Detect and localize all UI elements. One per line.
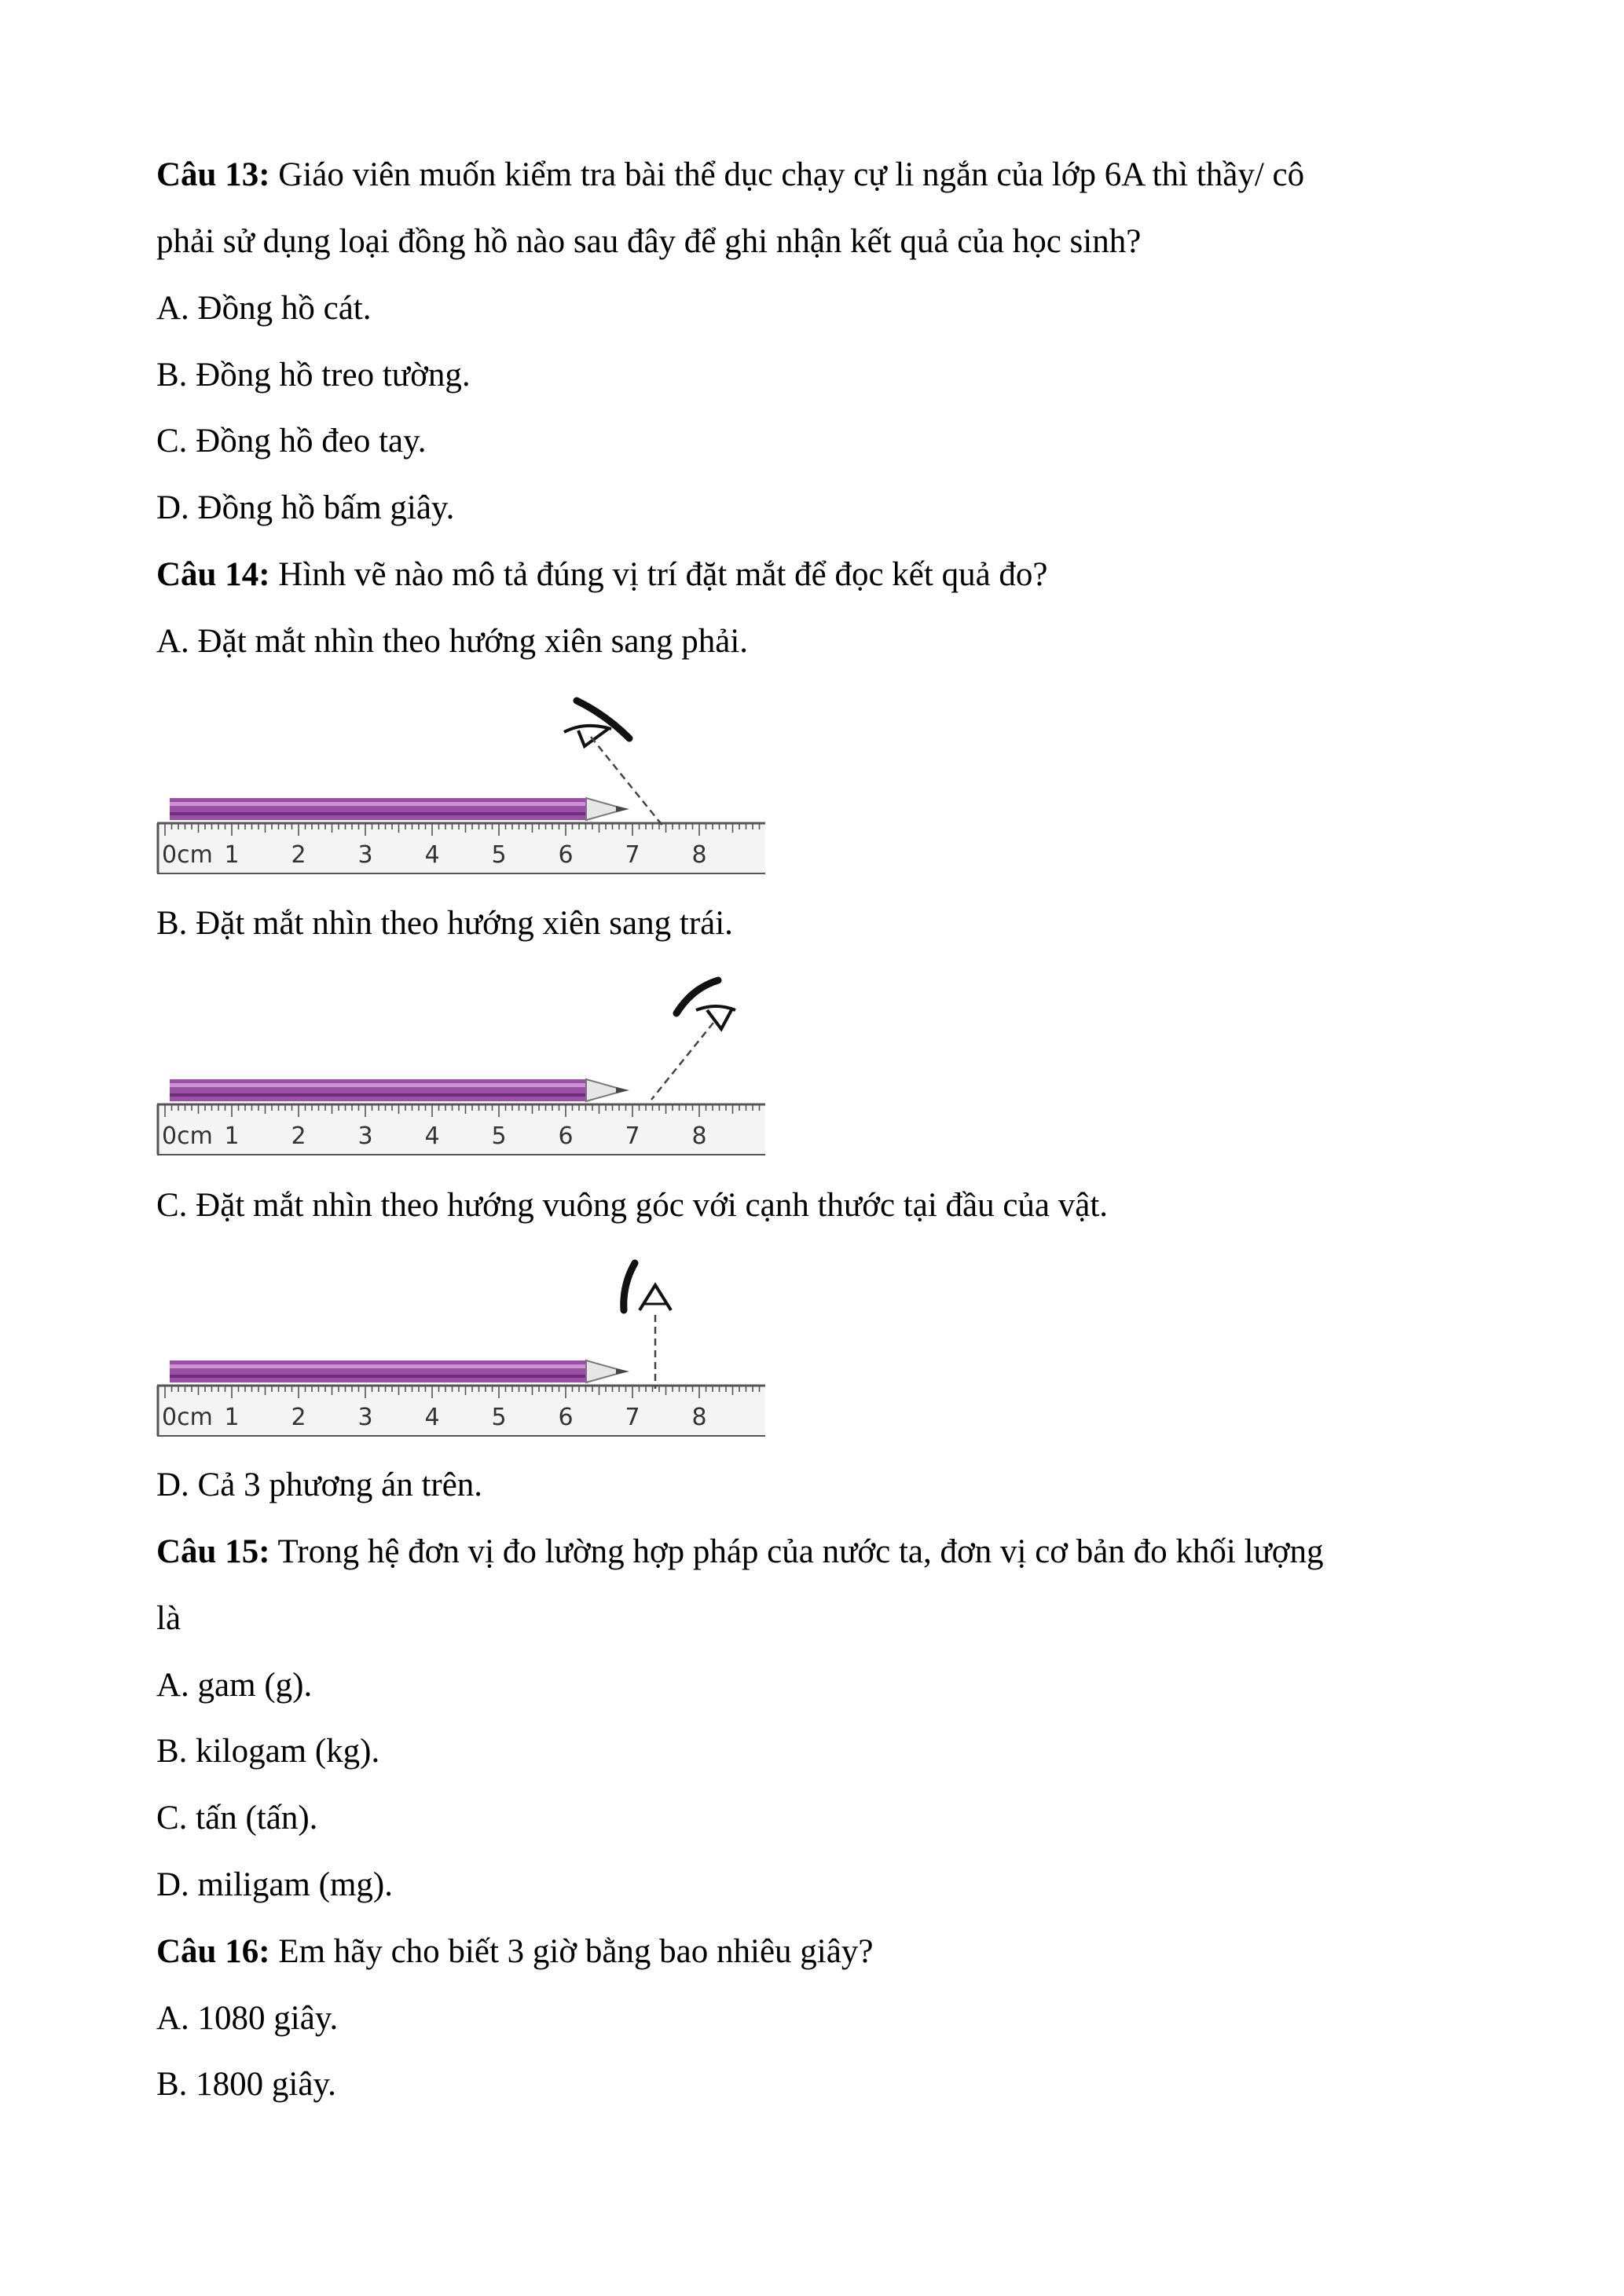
ruler-label: 8	[691, 1122, 707, 1150]
pencil-body	[170, 798, 586, 820]
ruler-figure-c	[154, 1246, 767, 1442]
ruler-label: 5	[491, 841, 507, 869]
ruler-label: 7	[625, 841, 640, 869]
pencil-shadow	[170, 1093, 586, 1097]
ruler-label: 2	[291, 1404, 306, 1431]
pencil-highlight	[170, 802, 586, 806]
question-15-line-2: là	[156, 1600, 181, 1637]
question-16-text: Em hãy cho biết 3 giờ bằng bao nhiêu giây?	[269, 1933, 874, 1970]
ruler-label: 5	[491, 1122, 507, 1150]
question-16-number: Câu 16:	[156, 1933, 270, 1970]
figure-eye-perpendicular	[154, 1246, 767, 1442]
ruler-body	[157, 1386, 765, 1436]
ruler-label: 5	[491, 1404, 507, 1431]
ruler-figure-a	[154, 683, 767, 880]
ruler-label: 0cm	[162, 841, 213, 869]
question-14-option-c: C. Đặt mắt nhìn theo hướng vuông góc với cạnh thước tại đầu của vật.	[156, 1187, 1109, 1224]
ruler-label: 6	[558, 1122, 574, 1150]
pencil-highlight	[170, 1083, 586, 1087]
question-13-option-d: D. Đồng hồ bấm giây.	[156, 489, 455, 526]
question-14-text: Hình vẽ nào mô tả đúng vị trí đặt mắt để đọc kết quả đo?	[269, 556, 1048, 593]
question-14-option-b: B. Đặt mắt nhìn theo hướng xiên sang trái.	[156, 905, 733, 942]
pencil	[170, 798, 629, 820]
pencil-body	[170, 1360, 586, 1382]
ruler	[157, 1104, 765, 1155]
pencil-lead	[616, 1368, 629, 1375]
question-15-option-a: A. gam (g).	[156, 1667, 313, 1704]
ruler-label: 4	[424, 1122, 440, 1150]
ruler-body	[157, 823, 765, 873]
ruler-label: 7	[625, 1122, 640, 1150]
question-13-option-b: B. Đồng hồ treo tường.	[156, 357, 471, 394]
ruler-label: 1	[224, 841, 240, 869]
question-13-text: Giáo viên muốn kiểm tra bài thể dục chạy cự li ngắn của lớp 6A thì thầy/ cô	[269, 156, 1305, 193]
pencil-body	[170, 1079, 586, 1101]
ruler-label: 0cm	[162, 1404, 213, 1431]
question-13-number: Câu 13:	[156, 156, 270, 193]
question-13-option-a: A. Đồng hồ cát.	[156, 290, 372, 327]
question-15-option-b: B. kilogam (kg).	[156, 1733, 380, 1770]
pencil	[170, 1079, 629, 1101]
question-15-option-d: D. miligam (mg).	[156, 1866, 393, 1903]
question-14-option-a: A. Đặt mắt nhìn theo hướng xiên sang phải.	[156, 623, 749, 660]
pencil-shadow	[170, 812, 586, 815]
ruler	[157, 823, 765, 873]
pencil-shadow	[170, 1375, 586, 1378]
question-13-option-c: C. Đồng hồ đeo tay.	[156, 423, 427, 460]
question-13-line-1	[156, 153, 1304, 197]
question-14-number: Câu 14:	[156, 556, 270, 593]
pencil-lead	[616, 806, 629, 812]
eye-icon	[676, 980, 735, 1029]
ruler-label: 4	[424, 1404, 440, 1431]
question-15-number: Câu 15:	[156, 1533, 270, 1570]
figure-eye-oblique-left	[154, 965, 767, 1161]
ruler-label: 3	[357, 1404, 373, 1431]
ruler	[157, 1386, 765, 1436]
ruler-label: 6	[558, 841, 574, 869]
question-14-line-1	[156, 553, 1048, 597]
ruler-label: 1	[224, 1404, 240, 1431]
ruler-figure-b	[154, 965, 767, 1161]
pencil-lead	[616, 1087, 629, 1093]
question-15-text: Trong hệ đơn vị đo lường hợp pháp của nước ta, đơn vị cơ bản đo khối lượng	[269, 1533, 1324, 1570]
ruler-label: 0cm	[162, 1122, 213, 1150]
eye-icon	[624, 1263, 671, 1310]
question-15-option-c: C. tấn (tấn).	[156, 1800, 318, 1836]
ruler-label: 3	[357, 841, 373, 869]
question-16-option-a: A. 1080 giây.	[156, 2000, 339, 2037]
figure-eye-oblique-right	[154, 683, 767, 880]
ruler-label: 4	[424, 841, 440, 869]
ruler-label: 2	[291, 841, 306, 869]
ruler-label: 8	[691, 841, 707, 869]
question-16-option-b: B. 1800 giây.	[156, 2066, 336, 2103]
ruler-label: 2	[291, 1122, 306, 1150]
eye-icon	[564, 701, 629, 746]
ruler-label: 7	[625, 1404, 640, 1431]
question-13-line-2: phải sử dụng loại đồng hồ nào sau đây để ghi nhận kết quả của học sinh?	[156, 223, 1142, 260]
ruler-body	[157, 1104, 765, 1155]
ruler-label: 1	[224, 1122, 240, 1150]
ruler-label: 6	[558, 1404, 574, 1431]
question-15-line-1	[156, 1530, 1324, 1574]
question-16-line-1	[156, 1930, 873, 1974]
ruler-label: 8	[691, 1404, 707, 1431]
pencil-highlight	[170, 1364, 586, 1368]
sight-line	[651, 1023, 713, 1100]
pencil	[170, 1360, 629, 1382]
question-14-option-d: D. Cả 3 phương án trên.	[156, 1467, 483, 1503]
ruler-label: 3	[357, 1122, 373, 1150]
